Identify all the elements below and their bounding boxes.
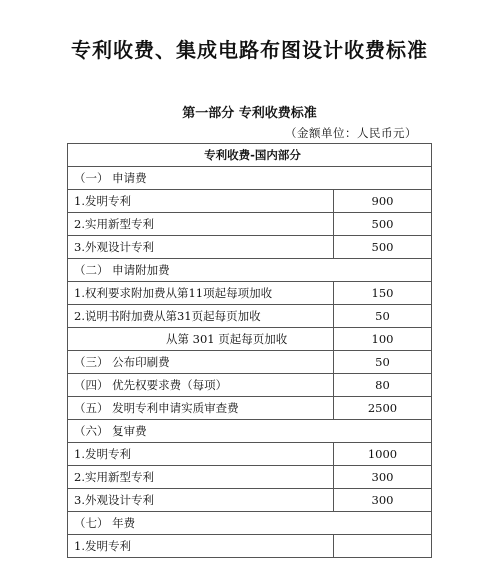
table-header-row <box>68 144 432 167</box>
fee-amount: 500 <box>334 236 432 259</box>
section-label: （二） 申请附加费 <box>68 259 432 282</box>
fee-row <box>68 535 432 558</box>
section-row <box>68 420 432 443</box>
fee-item-label: 从第 301 页起每页加收 <box>68 328 334 351</box>
fee-amount: 50 <box>334 351 432 374</box>
fee-item-label: 1.权利要求附加费从第11项起每项加收 <box>68 282 334 305</box>
fee-amount <box>334 535 432 558</box>
fee-table-body <box>68 144 432 558</box>
fee-row <box>68 190 432 213</box>
fee-amount: 1000 <box>334 443 432 466</box>
fee-row <box>68 282 432 305</box>
fee-row <box>68 443 432 466</box>
section-row <box>68 259 432 282</box>
section-subtitle: 第一部分 专利收费标准 <box>182 106 317 121</box>
section-row <box>68 512 432 535</box>
fee-item-label: 3.外观设计专利 <box>68 489 334 512</box>
fee-item-label: （三） 公布印刷费 <box>68 351 334 374</box>
fee-amount: 900 <box>334 190 432 213</box>
fee-amount: 50 <box>334 305 432 328</box>
fee-amount: 300 <box>334 489 432 512</box>
fee-row <box>68 351 432 374</box>
fee-row <box>68 328 432 351</box>
fee-amount: 80 <box>334 374 432 397</box>
fee-amount: 2500 <box>334 397 432 420</box>
fee-row <box>68 397 432 420</box>
fee-row <box>68 466 432 489</box>
fee-amount: 100 <box>334 328 432 351</box>
fee-row <box>68 489 432 512</box>
document-title: 专利收费、集成电路布图设计收费标准 <box>71 38 428 62</box>
fee-row <box>68 236 432 259</box>
section-row <box>68 167 432 190</box>
fee-row <box>68 213 432 236</box>
section-label: （一） 申请费 <box>68 167 432 190</box>
fee-item-label: 1.发明专利 <box>68 443 334 466</box>
fee-item-label: （四） 优先权要求费（每项） <box>68 374 334 397</box>
fee-row <box>68 374 432 397</box>
fee-amount: 150 <box>334 282 432 305</box>
table-header: 专利收费-国内部分 <box>68 144 432 167</box>
fee-amount: 300 <box>334 466 432 489</box>
currency-unit-note: （金额单位：人民币元） <box>285 126 417 140</box>
section-label: （六） 复审费 <box>68 420 432 443</box>
fee-table <box>67 143 432 558</box>
fee-item-label: 2.实用新型专利 <box>68 213 334 236</box>
fee-item-label: 1.发明专利 <box>68 535 334 558</box>
fee-item-label: 3.外观设计专利 <box>68 236 334 259</box>
fee-row <box>68 305 432 328</box>
fee-item-label: 2.实用新型专利 <box>68 466 334 489</box>
fee-item-label: （五） 发明专利申请实质审查费 <box>68 397 334 420</box>
fee-item-label: 1.发明专利 <box>68 190 334 213</box>
fee-item-label: 2.说明书附加费从第31页起每页加收 <box>68 305 334 328</box>
fee-amount: 500 <box>334 213 432 236</box>
section-label: （七） 年费 <box>68 512 432 535</box>
